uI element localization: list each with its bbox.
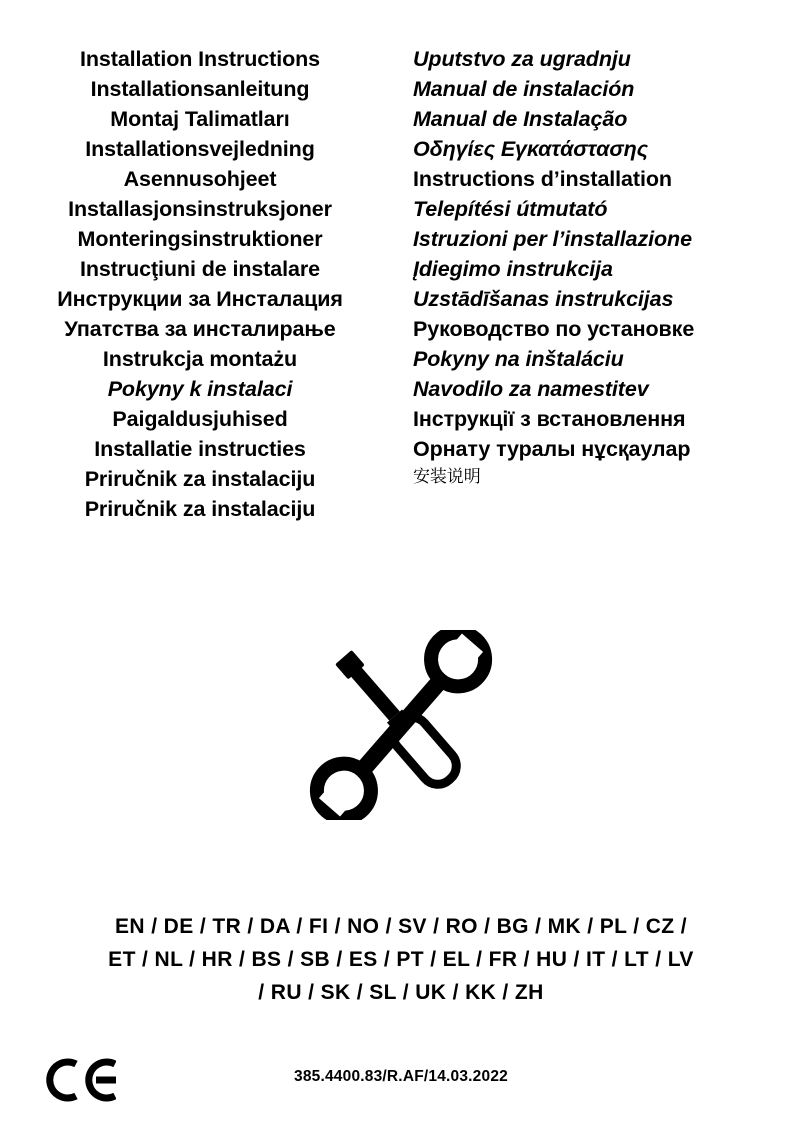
title-line-de: Installationsanleitung	[90, 77, 310, 101]
title-line-pl: Instrukcja montażu	[102, 347, 298, 371]
title-line-bs: Priručnik za instalaciju	[84, 497, 316, 521]
title-line-mk: Упатства за инсталирање	[64, 317, 336, 341]
title-line-hu: Telepítési útmutató	[413, 197, 608, 221]
language-code-line-1: EN / DE / TR / DA / FI / NO / SV / RO / BG / MK / PL / CZ /	[115, 915, 687, 938]
title-line-fi: Asennusohjeet	[123, 167, 277, 191]
title-line-cz: Pokyny k instalaci	[107, 377, 293, 401]
title-line-sv: Monteringsinstruktioner	[77, 227, 323, 251]
title-line-sl: Navodilo za namestitev	[413, 377, 649, 401]
document-code: 385.4400.83/R.AF/14.03.2022	[294, 1068, 508, 1085]
title-line-kk: Орнату туралы нұсқаулар	[413, 437, 691, 461]
title-line-sk: Pokyny na inštaláciu	[413, 347, 624, 371]
title-line-zh: 安装说明	[413, 467, 481, 486]
title-column-right	[401, 44, 797, 490]
title-line-es: Manual de instalación	[413, 77, 635, 101]
language-code-line-2: ET / NL / HR / BS / SB / ES / PT / EL / FR / HU / IT / LT / LV	[108, 948, 694, 971]
title-line-tr: Montaj Talimatları	[110, 107, 290, 131]
title-line-uk: Інструкції з встановлення	[413, 407, 686, 431]
title-line-ru: Руководство по установке	[413, 317, 695, 341]
title-line-it: Istruzioni per l’installazione	[413, 227, 692, 251]
title-line-en: Installation Instructions	[80, 47, 320, 71]
title-line-da: Installationsvejledning	[85, 137, 315, 161]
title-block	[0, 44, 802, 524]
title-line-hr: Priručnik za instalaciju	[84, 467, 316, 491]
title-line-sb: Uputstvo za ugradnju	[413, 47, 631, 71]
title-line-et: Paigaldusjuhised	[112, 407, 288, 431]
footer	[0, 1050, 802, 1120]
title-line-lt: Įdiegimo instrukcija	[413, 257, 613, 281]
title-line-lv: Uzstādīšanas instrukcijas	[413, 287, 674, 311]
language-code-line-3: / RU / SK / SL / UK / KK / ZH	[258, 981, 544, 1004]
title-line-nl: Installatie instructies	[94, 437, 306, 461]
title-line-pt: Manual de Instalação	[413, 107, 628, 131]
title-line-ro: Instrucţiuni de instalare	[79, 257, 321, 281]
wrench-and-screwdriver-icon	[286, 630, 516, 820]
title-line-el: Οδηγίες Εγκατάστασης	[413, 137, 648, 161]
title-column-left	[5, 44, 401, 524]
language-code-list	[0, 910, 802, 1009]
title-line-no: Installasjonsinstruksjoner	[68, 197, 332, 221]
title-line-bg: Инструкции за Инсталация	[57, 287, 343, 311]
title-line-fr: Instructions d’installation	[413, 167, 672, 191]
